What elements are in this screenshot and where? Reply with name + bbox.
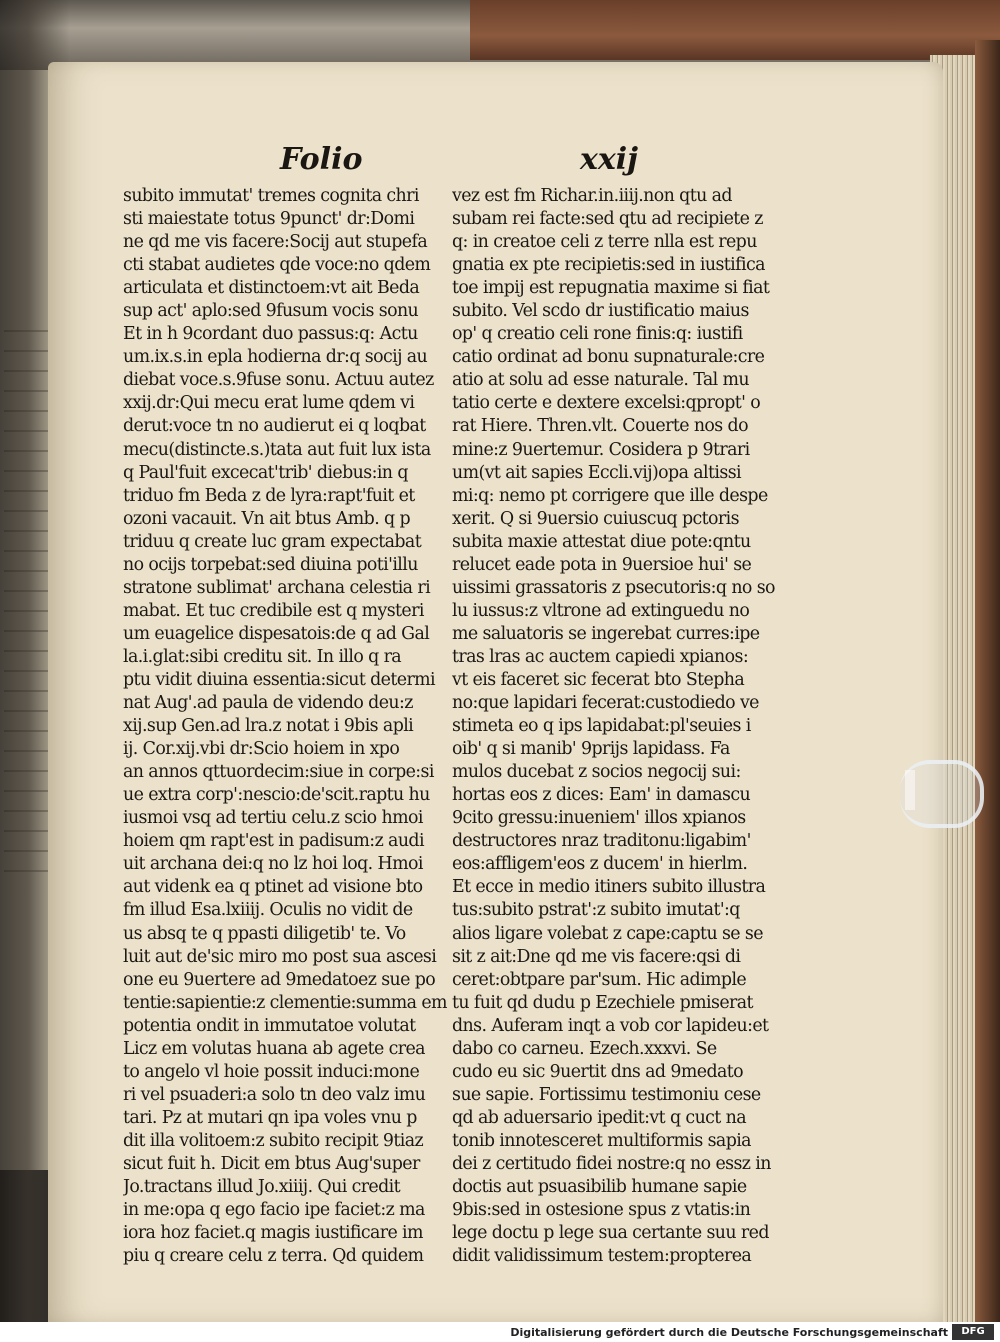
leather-cover [470, 0, 1000, 60]
right-column-line: oib' q si manib' 9prijs lapidass. Fa [452, 739, 730, 760]
right-column-line: cudo eu sic 9uertit dns ad 9medato [452, 1061, 744, 1082]
right-column-line: lege doctu p lege sua certante suu red [452, 1223, 769, 1244]
left-column-line: ij. Cor.xij.vbi dr:Scio hoiem in xpo [123, 739, 400, 760]
right-column-line: stimeta eo q ips lapidabat:pl'seuies i [452, 716, 751, 737]
folio-label: Folio [280, 142, 363, 177]
right-column-line: qd ab aduersario ipedit:vt q cuct na [452, 1107, 746, 1128]
left-column-line: aut videnk ea q ptinet ad visione bto [123, 877, 423, 898]
left-column-line: luit aut de'sic miro mo post sua ascesi [123, 946, 437, 967]
dfg-logo: DFG [952, 1324, 994, 1340]
right-column-line: alios ligare volebat z cape:captu se se [452, 923, 763, 944]
left-column-line: nat Aug'.ad paula de videndo deu:z [123, 693, 413, 714]
left-column-line: one eu 9uertere ad 9medatoez sue po [123, 969, 436, 990]
right-column-line: uissimi grassatoris z psecutoris:q no so [452, 577, 775, 598]
right-column-line: gnatia ex pte recipietis:sed in iustifica [452, 255, 765, 276]
right-column-line: dns. Auferam inqt a vob cor lapideu:et [452, 1015, 769, 1036]
left-column-line: iusmoi vsq ad tertiu celu.z scio hmoi [123, 808, 423, 829]
clip-highlight [905, 770, 915, 810]
right-column-line: toe impij est repugnatia maxime si fiat [452, 278, 770, 299]
right-column-line: eos:affligem'eos z ducem' in hierlm. [452, 854, 748, 875]
right-column-line: catio ordinat ad bonu supnaturale:cre [452, 347, 765, 368]
left-column-line: tentie:sapientie:z clementie:summa em [123, 992, 447, 1013]
right-column-line: op' q creatio celi rone finis:q: iustifi [452, 324, 743, 345]
right-column-line: subita maxie attestat diue pote:qntu [452, 531, 751, 552]
right-column-line: subam rei facte:sed qtu ad recipiete z [452, 209, 763, 230]
left-column-line: us absq te q ppasti diligetib' te. Vo [123, 923, 406, 944]
left-column-line: la.i.glat:sibi creditu sit. In illo q ra [123, 646, 402, 667]
right-column-line: dei z certitudo fidei nostre:q no essz in [452, 1153, 771, 1174]
left-column-line: triduo fm Beda z de lyra:rapt'fuit et [123, 485, 415, 506]
left-column-line: ozoni vacauit. Vn ait btus Amb. q p [123, 508, 411, 529]
right-column-line: q: in creatoe celi z terre nlla est repu [452, 232, 757, 253]
right-column-line: ceret:obtpare par'sum. Hic adimple [452, 969, 747, 990]
right-column-line: um(vt ait sapies Eccli.vij)opa altissi [452, 462, 741, 483]
cover-edge [975, 40, 1000, 1322]
left-column-line: dit illa volitoem:z subito recipit 9tiaz [123, 1130, 424, 1151]
left-column-line: q Paul'fuit excecat'trib' diebus:in q [123, 462, 408, 483]
right-column-line: vt eis faceret sic fecerat bto Stepha [452, 669, 745, 690]
left-column-line: mabat. Et tuc credibile est q mysteri [123, 600, 424, 621]
right-column-line: me saluatoris se ingerebat curres:ipe [452, 623, 760, 644]
left-column-line: ne qd me vis facere:Socij aut stupefa [123, 232, 428, 253]
digitization-credit: Digitalisierung gefördert durch die Deutsche Forschungsgemeinschaft [510, 1326, 948, 1339]
left-column-line: ptu vidit diuina essentia:sicut determi [123, 669, 436, 690]
folio-number: xxij [580, 142, 639, 177]
right-column-line: tus:subito pstrat':z subito imutat':q [452, 900, 740, 921]
left-column-line: piu q creare celu z terra. Qd quidem [123, 1246, 424, 1267]
left-column-line: fm illud Esa.lxiiij. Oculis no vidit de [123, 900, 413, 921]
right-column-line: vez est fm Richar.in.iiij.non qtu ad [452, 186, 732, 206]
left-column-line: mecu(distincte.s.)tata aut fuit lux ista [123, 439, 431, 460]
text-column-left [123, 185, 448, 1268]
left-column-line: triduu q create luc gram expectabat [123, 531, 422, 552]
left-column-line: um.ix.s.in epla hodierna dr:q socij au [123, 347, 428, 368]
right-column-line: hortas eos z dices: Eam' in damascu [452, 785, 751, 806]
right-column-line: atio at solu ad esse naturale. Tal mu [452, 370, 750, 391]
right-column-line: mi:q: nemo pt corrigere que ille despe [452, 485, 768, 506]
left-column-line: um euagelice dispesatois:de q ad Gal [123, 623, 430, 644]
left-column-line: sti maiestate totus 9punct' dr:Domi [123, 209, 415, 230]
left-column-line: stratone sublimat' archana celestia ri [123, 577, 431, 598]
left-column-line: Et in h 9cordant duo passus:q: Actu [123, 324, 418, 345]
right-column-line: Et ecce in medio itiners subito illustra [452, 877, 766, 898]
right-column-line: xerit. Q si 9uersio cuiuscuq pctoris [452, 508, 739, 529]
left-column-line: potentia ondit in immutatoe volutat [123, 1015, 416, 1036]
right-column-line: destructores nraz traditonu:ligabim' [452, 831, 751, 852]
text-column-right [452, 185, 777, 1268]
right-column-line: relucet eade pota in 9uersioe hui' se [452, 554, 752, 575]
right-column-line: mine:z 9uertemur. Cosidera p 9trari [452, 439, 750, 460]
right-column-line: doctis aut psuasibilib humane sapie [452, 1177, 747, 1198]
right-column-line: mulos ducebat z socios negocij sui: [452, 762, 741, 783]
left-column-line: articulata et distinctoem:vt ait Beda [123, 278, 420, 299]
running-header [280, 142, 670, 182]
right-column-line: rat Hiere. Thren.vlt. Couerte nos do [452, 416, 748, 437]
left-column-line: derut:voce tn no audierut ei q loqbat [123, 416, 426, 437]
left-column-line: uit archana dei:q no lz hoi loq. Hmoi [123, 854, 423, 875]
left-column-line: sicut fuit h. Dicit em btus Aug'super [123, 1153, 420, 1174]
right-column-line: dabo co carneu. Ezech.xxxvi. Se [452, 1038, 717, 1059]
left-column-line: no ocijs torpebat:sed diuina poti'illu [123, 554, 418, 575]
right-column-line: tonib innotesceret multiformis sapia [452, 1130, 751, 1151]
right-column-line: 9cito gressu:inueniem' illos xpianos [452, 808, 746, 829]
left-column-line: xij.sup Gen.ad lra.z notat i 9bis apli [123, 716, 414, 737]
left-column-line: Jo.tractans illud Jo.xiiij. Qui credit [123, 1177, 401, 1198]
left-column-line: ri vel psuaderi:a solo tn deo valz imu [123, 1084, 426, 1105]
right-column-line: didit validissimum testem:propterea [452, 1246, 752, 1267]
left-column-line: xxij.dr:Qui mecu erat lume qdem vi [123, 393, 415, 414]
left-column-line: Licz em volutas huana ab agete crea [123, 1038, 425, 1059]
right-column-line: tatio certe e dextere excelsi:qpropt' o [452, 393, 761, 414]
right-column-line: no:que lapidari fecerat:custodiedo ve [452, 693, 759, 714]
right-column-line: tu fuit qd dudu p Ezechiele pmiserat [452, 992, 753, 1013]
left-column-line: sup act' aplo:sed 9fusum vocis sonu [123, 301, 419, 322]
left-column-line: tari. Pz at mutari qn ipa voles vnu p [123, 1107, 417, 1128]
right-column-line: subito. Vel scdo dr iustificatio maius [452, 301, 749, 322]
left-column-line: ue extra corp':nescio:de'scit.raptu hu [123, 785, 430, 806]
right-column-line: sit z ait:Dne qd me vis facere:qsi di [452, 946, 741, 967]
left-column-line: to angelo vl hoie possit induci:mone [123, 1061, 420, 1082]
left-column-line: in me:opa q ego facio ipe faciet:z ma [123, 1200, 425, 1221]
right-column-line: lu iussus:z vltrone ad extinguedu no [452, 600, 750, 621]
left-column-line: iora hoz faciet.q magis iustificare im [123, 1223, 423, 1244]
right-column-line: sue sapie. Fortissimu testimoniu cese [452, 1084, 761, 1105]
left-column-line: an annos qttuordecim:siue in corpe:si [123, 762, 434, 783]
right-column-line: tras lras ac auctem capiedi xpianos: [452, 646, 749, 667]
right-column-line: 9bis:sed in ostesione spus z vtatis:in [452, 1200, 751, 1221]
left-column-line: cti stabat audietes qde voce:no qdem [123, 255, 431, 276]
left-column-line: diebat voce.s.9fuse sonu. Actuu autez [123, 370, 434, 391]
left-column-line: subito immutat' tremes cognita chri [123, 186, 419, 206]
left-column-line: hoiem qm rapt'est in padisum:z audi [123, 831, 424, 852]
